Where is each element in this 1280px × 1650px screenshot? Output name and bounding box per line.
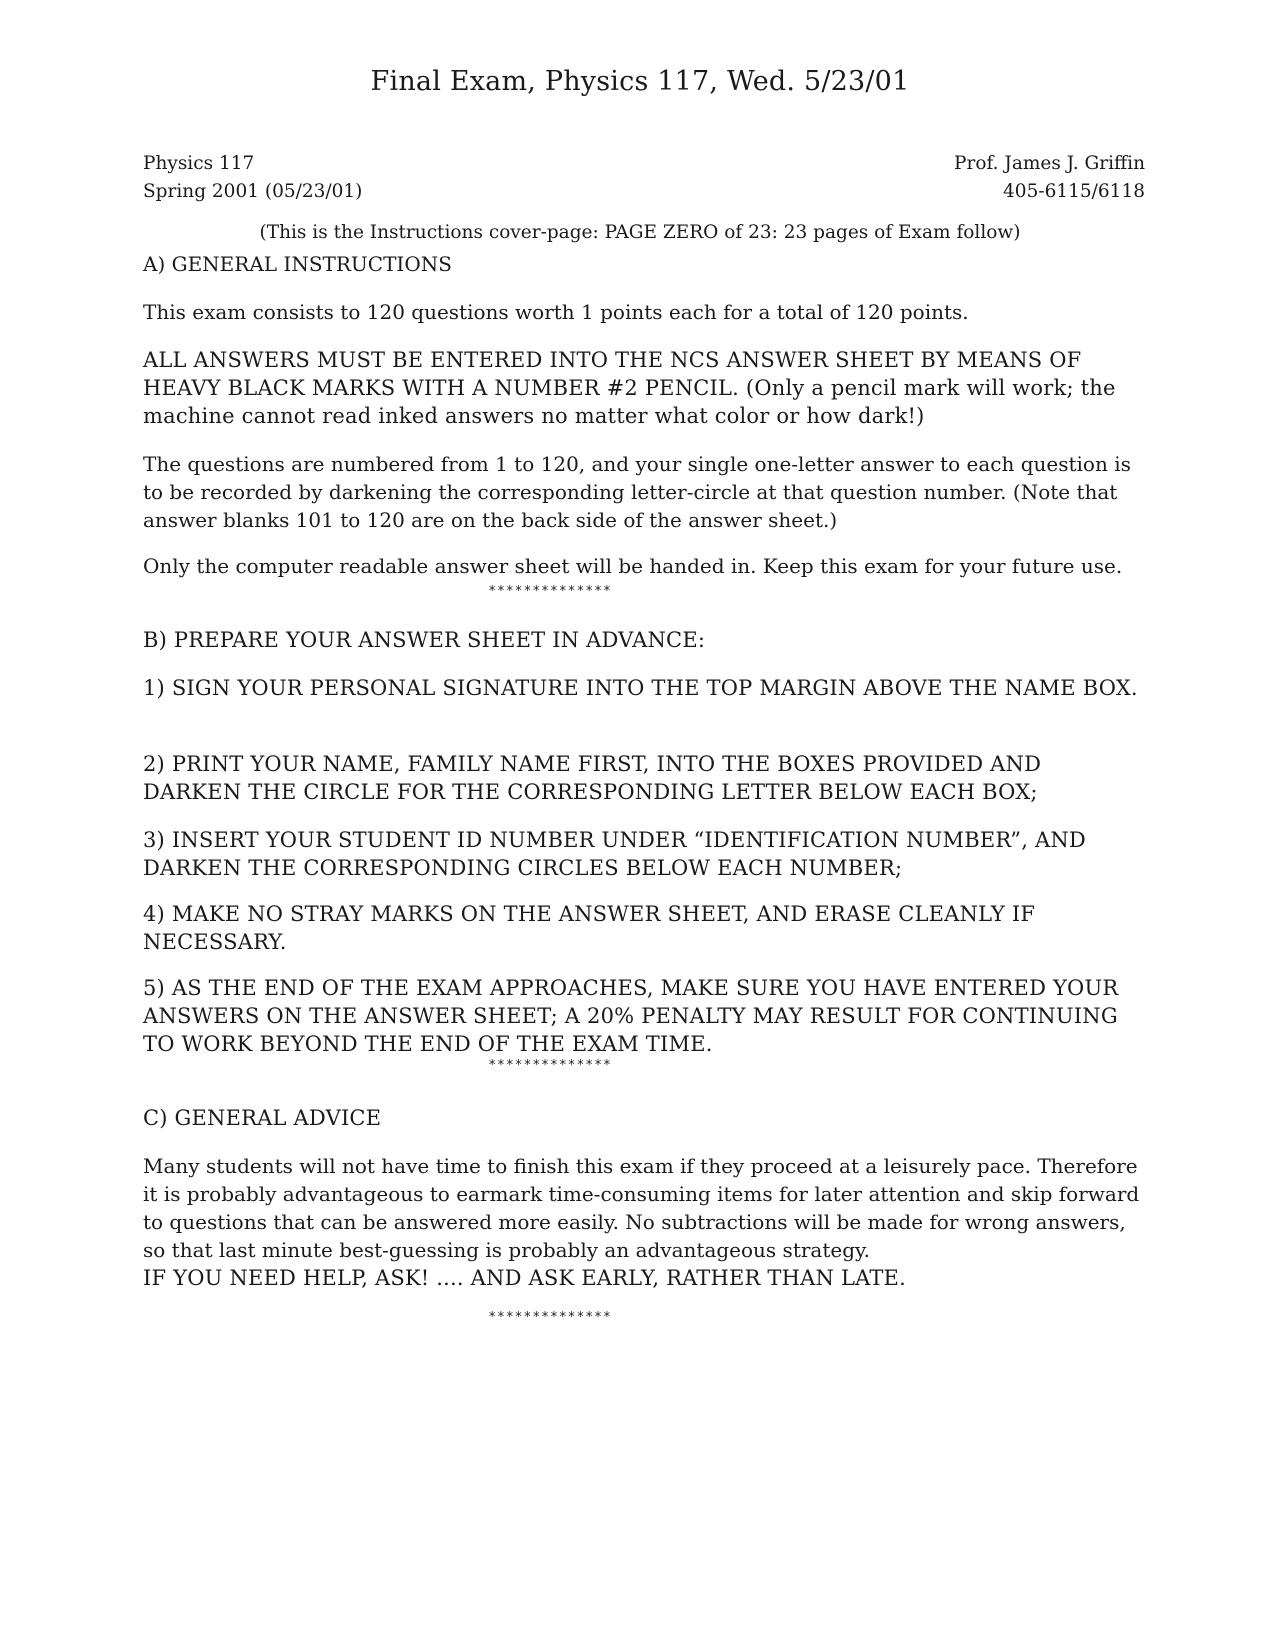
section-a-paragraph-3: The questions are numbered from 1 to 120, and your single one-letter answer to each question is to be recorded by darkening the corresponding letter-circle at that question number. (Note that answer blanks 101 to 120 are on the back side of the answer sheet.): [143, 452, 1131, 532]
instructor-phone: 405-6115/6118: [1003, 181, 1145, 202]
section-b-item-4: 4) MAKE NO STRAY MARKS ON THE ANSWER SHEET, AND ERASE CLEANLY IF NECESSARY.: [143, 902, 1036, 954]
section-b-heading: B) PREPARE YOUR ANSWER SHEET IN ADVANCE:: [143, 628, 706, 652]
section-a-heading: A) GENERAL INSTRUCTIONS: [143, 252, 452, 276]
instructor-name: Prof. James J. Griffin: [954, 153, 1145, 174]
section-b-item-5: 5) AS THE END OF THE EXAM APPROACHES, MAKE SURE YOU HAVE ENTERED YOUR ANSWERS ON THE ANSWER SHEET; A 20% PENALTY MAY RESULT FOR CONTINUING TO WORK BEYOND THE END OF THE EXAM TIME.: [143, 976, 1119, 1056]
section-b-item-2: 2) PRINT YOUR NAME, FAMILY NAME FIRST, INTO THE BOXES PROVIDED AND DARKEN THE CIRCLE FOR THE CORRESPONDING LETTER BELOW EACH BOX;: [143, 752, 1042, 804]
section-b-item-3: 3) INSERT YOUR STUDENT ID NUMBER UNDER “IDENTIFICATION NUMBER”, AND DARKEN THE CORRESPONDING CIRCLES BELOW EACH NUMBER;: [143, 828, 1086, 880]
section-b-item-1: 1) SIGN YOUR PERSONAL SIGNATURE INTO THE TOP MARGIN ABOVE THE NAME BOX.: [143, 676, 1138, 700]
course-term: Spring 2001 (05/23/01): [143, 181, 363, 202]
separator-3: **************: [488, 1310, 612, 1325]
section-c-heading: C) GENERAL ADVICE: [143, 1106, 382, 1130]
separator-1: **************: [488, 584, 612, 599]
separator-2: **************: [488, 1058, 612, 1073]
cover-note: (This is the Instructions cover-page: PAGE ZERO of 23: 23 pages of Exam follow): [259, 222, 1021, 243]
section-a-paragraph-1: This exam consists to 120 questions worth 1 points each for a total of 120 points.: [143, 300, 969, 324]
page-title: Final Exam, Physics 117, Wed. 5/23/01: [370, 66, 910, 97]
section-c-paragraph-2: IF YOU NEED HELP, ASK! .... AND ASK EARLY, RATHER THAN LATE.: [143, 1266, 906, 1290]
section-a-paragraph-4: Only the computer readable answer sheet will be handed in. Keep this exam for your future use.: [143, 554, 1123, 578]
course-name: Physics 117: [143, 153, 255, 174]
section-a-paragraph-2: ALL ANSWERS MUST BE ENTERED INTO THE NCS ANSWER SHEET BY MEANS OF HEAVY BLACK MARKS WITH A NUMBER #2 PENCIL. (Only a pencil mark will work; the machine cannot read inked answers no matter what color or how dark!): [143, 348, 1116, 428]
section-c-paragraph-1: Many students will not have time to finish this exam if they proceed at a leisurely pace. Therefore it is probably advantageous to earmark time-consuming items for later attention and skip forward to questions that can be answered more easily. No subtractions will be made for wrong answers, so that last minute best-guessing is probably an advantageous strategy.: [143, 1154, 1140, 1262]
instructor-info: [954, 150, 1145, 206]
course-info: [143, 150, 362, 206]
